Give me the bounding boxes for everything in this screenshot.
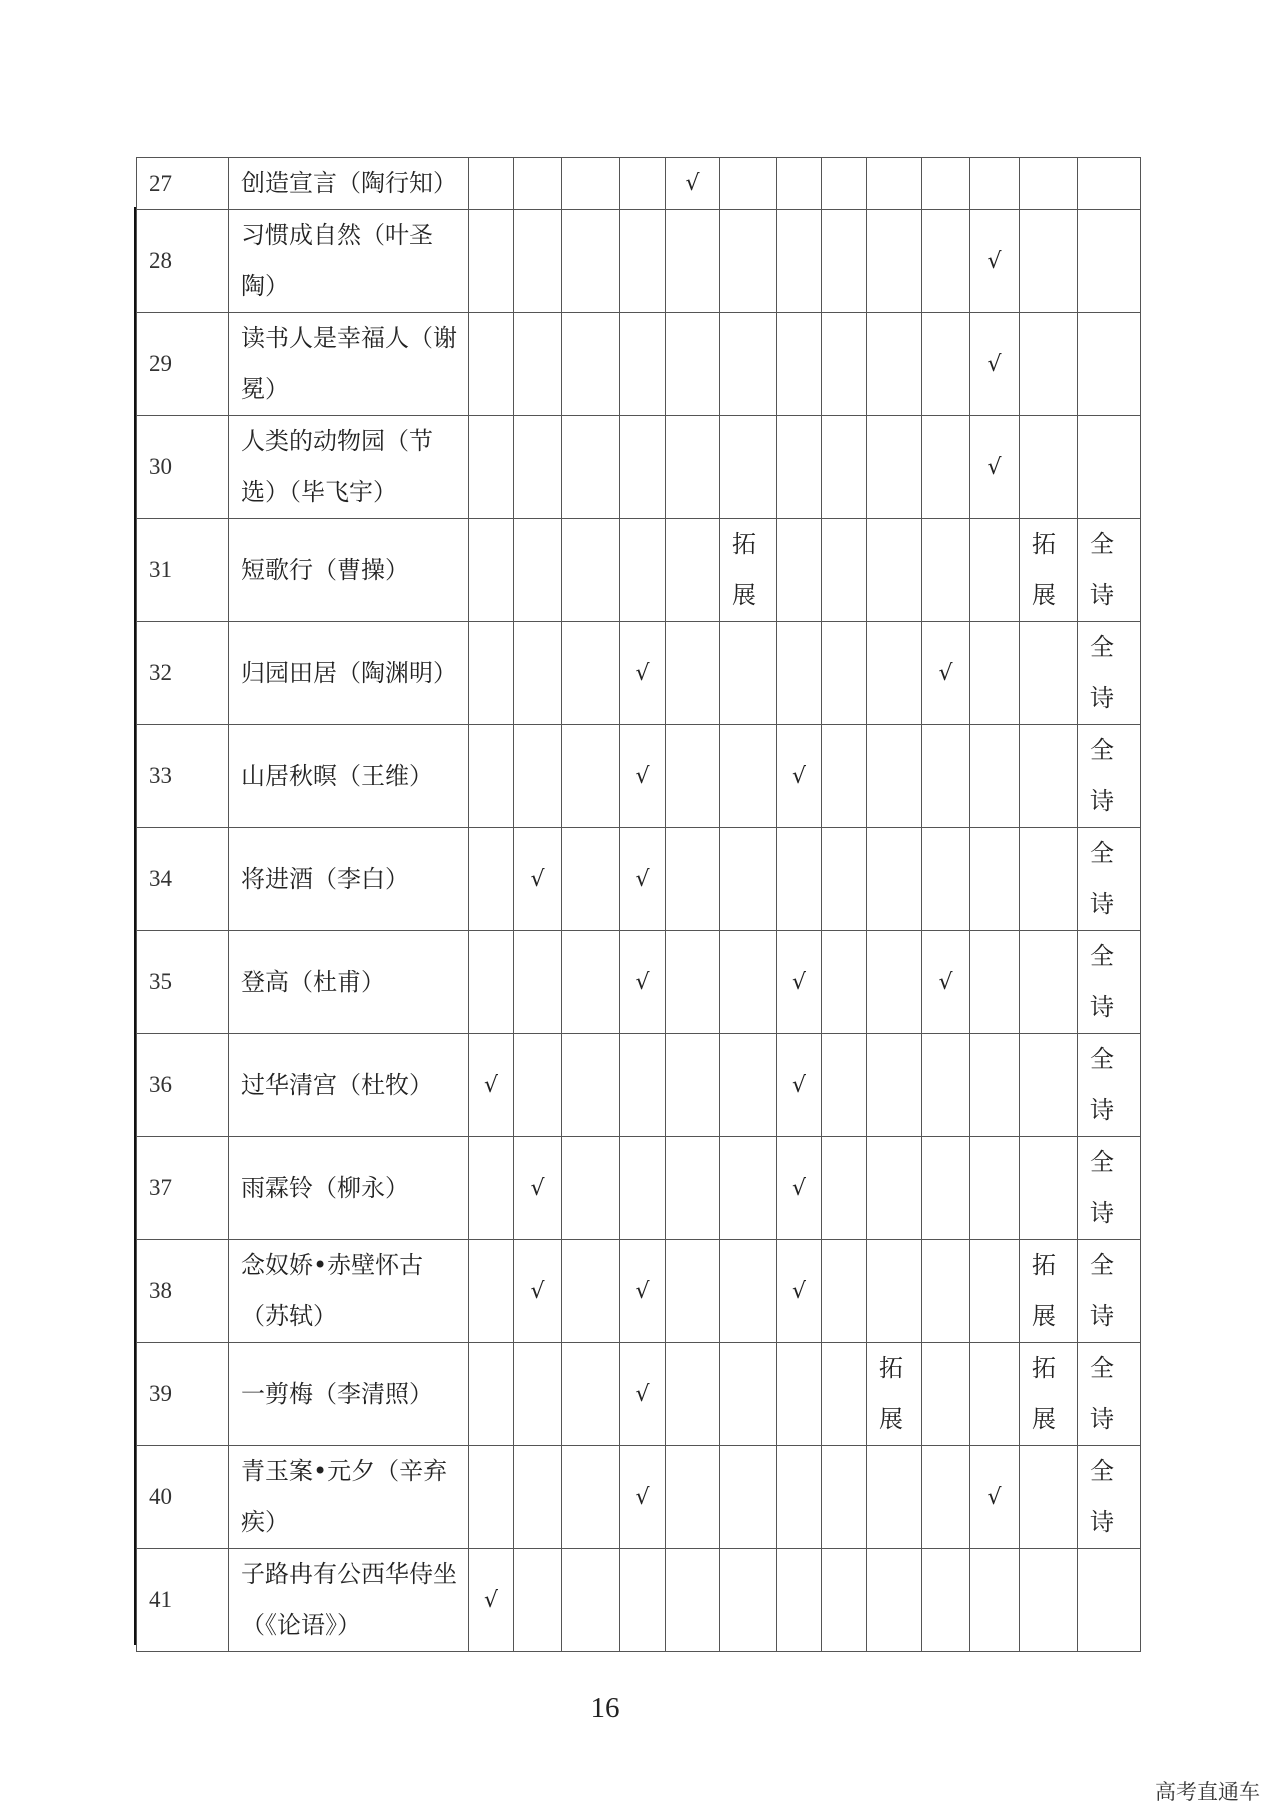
empty-cell	[922, 1549, 970, 1652]
empty-cell	[720, 1549, 777, 1652]
empty-cell	[822, 828, 867, 931]
empty-cell	[562, 1343, 620, 1446]
table-row	[137, 725, 1141, 828]
empty-cell	[469, 210, 514, 313]
empty-cell	[562, 519, 620, 622]
empty-cell	[562, 313, 620, 416]
empty-cell	[867, 519, 922, 622]
empty-cell	[822, 1549, 867, 1652]
empty-cell	[720, 725, 777, 828]
empty-cell	[562, 622, 620, 725]
empty-cell	[970, 158, 1020, 210]
check-mark: √	[777, 725, 822, 828]
empty-cell	[922, 313, 970, 416]
empty-cell	[562, 416, 620, 519]
check-mark: √	[922, 931, 970, 1034]
work-title: 习惯成自然（叶圣陶）	[229, 210, 469, 313]
row-number: 34	[137, 828, 229, 931]
row-number: 36	[137, 1034, 229, 1137]
empty-cell	[666, 1240, 720, 1343]
empty-cell	[822, 725, 867, 828]
empty-cell	[922, 1034, 970, 1137]
empty-cell	[1078, 210, 1141, 313]
empty-cell	[867, 210, 922, 313]
row-number: 41	[137, 1549, 229, 1652]
empty-cell	[970, 622, 1020, 725]
table-row	[137, 931, 1141, 1034]
empty-cell	[514, 931, 562, 1034]
check-mark: √	[620, 1446, 666, 1549]
empty-cell	[867, 1446, 922, 1549]
table-row	[137, 158, 1141, 210]
empty-cell	[1078, 1549, 1141, 1652]
empty-cell	[720, 931, 777, 1034]
empty-cell	[666, 1034, 720, 1137]
work-title: 将进酒（李白）	[229, 828, 469, 931]
row-number: 37	[137, 1137, 229, 1240]
empty-cell	[1078, 416, 1141, 519]
full-poem-note: 全 诗	[1078, 1343, 1141, 1446]
curriculum-table	[136, 157, 1141, 1652]
empty-cell	[822, 1343, 867, 1446]
row-number: 31	[137, 519, 229, 622]
empty-cell	[666, 931, 720, 1034]
empty-cell	[922, 1446, 970, 1549]
empty-cell	[922, 1343, 970, 1446]
empty-cell	[562, 931, 620, 1034]
empty-cell	[867, 1137, 922, 1240]
empty-cell	[562, 828, 620, 931]
empty-cell	[867, 1034, 922, 1137]
empty-cell	[469, 622, 514, 725]
empty-cell	[720, 828, 777, 931]
empty-cell	[514, 622, 562, 725]
empty-cell	[562, 725, 620, 828]
check-mark: √	[620, 828, 666, 931]
empty-cell	[666, 1343, 720, 1446]
work-title: 归园田居（陶渊明）	[229, 622, 469, 725]
check-mark: √	[777, 1240, 822, 1343]
check-mark: √	[970, 210, 1020, 313]
empty-cell	[922, 1137, 970, 1240]
table-row	[137, 1549, 1141, 1652]
empty-cell	[720, 1446, 777, 1549]
empty-cell	[469, 725, 514, 828]
empty-cell	[777, 416, 822, 519]
work-title: 创造宣言（陶行知）	[229, 158, 469, 210]
empty-cell	[1020, 828, 1078, 931]
table-row	[137, 1034, 1141, 1137]
empty-cell	[777, 158, 822, 210]
empty-cell	[867, 828, 922, 931]
extension-note: 拓 展	[720, 519, 777, 622]
empty-cell	[1020, 622, 1078, 725]
empty-cell	[970, 828, 1020, 931]
empty-cell	[777, 622, 822, 725]
row-number: 38	[137, 1240, 229, 1343]
full-poem-note: 全 诗	[1078, 931, 1141, 1034]
check-mark: √	[777, 1034, 822, 1137]
empty-cell	[822, 1034, 867, 1137]
empty-cell	[514, 158, 562, 210]
empty-cell	[514, 313, 562, 416]
check-mark: √	[469, 1034, 514, 1137]
empty-cell	[922, 519, 970, 622]
check-mark: √	[469, 1549, 514, 1652]
check-mark: √	[970, 1446, 1020, 1549]
work-title: 一剪梅（李清照）	[229, 1343, 469, 1446]
empty-cell	[1020, 1034, 1078, 1137]
empty-cell	[867, 1240, 922, 1343]
empty-cell	[469, 158, 514, 210]
extension-note: 拓 展	[867, 1343, 922, 1446]
work-title: 子路冉有公西华侍坐（《论语》）	[229, 1549, 469, 1652]
extension-note: 拓 展	[1020, 1343, 1078, 1446]
table-row	[137, 828, 1141, 931]
empty-cell	[469, 416, 514, 519]
empty-cell	[720, 1343, 777, 1446]
empty-cell	[777, 1549, 822, 1652]
empty-cell	[620, 416, 666, 519]
empty-cell	[720, 1137, 777, 1240]
empty-cell	[514, 210, 562, 313]
full-poem-note: 全 诗	[1078, 1137, 1141, 1240]
row-number: 40	[137, 1446, 229, 1549]
empty-cell	[562, 1240, 620, 1343]
empty-cell	[1020, 725, 1078, 828]
empty-cell	[514, 519, 562, 622]
work-title: 人类的动物园（节选）（毕飞宇）	[229, 416, 469, 519]
empty-cell	[970, 1137, 1020, 1240]
empty-cell	[562, 158, 620, 210]
empty-cell	[822, 210, 867, 313]
empty-cell	[777, 1343, 822, 1446]
watermark-text: 高考直通车	[1155, 1780, 1260, 1804]
row-number: 30	[137, 416, 229, 519]
empty-cell	[666, 1137, 720, 1240]
empty-cell	[777, 313, 822, 416]
work-title: 短歌行（曹操）	[229, 519, 469, 622]
empty-cell	[720, 416, 777, 519]
empty-cell	[469, 1343, 514, 1446]
empty-cell	[720, 313, 777, 416]
empty-cell	[970, 1343, 1020, 1446]
table-row	[137, 622, 1141, 725]
empty-cell	[1020, 1446, 1078, 1549]
check-mark: √	[922, 622, 970, 725]
empty-cell	[514, 1034, 562, 1137]
empty-cell	[666, 725, 720, 828]
empty-cell	[562, 1034, 620, 1137]
row-number: 29	[137, 313, 229, 416]
empty-cell	[822, 313, 867, 416]
empty-cell	[922, 828, 970, 931]
full-poem-note: 全 诗	[1078, 1034, 1141, 1137]
work-title: 雨霖铃（柳永）	[229, 1137, 469, 1240]
empty-cell	[922, 1240, 970, 1343]
empty-cell	[514, 1446, 562, 1549]
check-mark: √	[620, 1343, 666, 1446]
empty-cell	[867, 313, 922, 416]
empty-cell	[922, 158, 970, 210]
empty-cell	[469, 313, 514, 416]
empty-cell	[822, 158, 867, 210]
extension-note: 拓 展	[1020, 1240, 1078, 1343]
work-title: 山居秋暝（王维）	[229, 725, 469, 828]
empty-cell	[562, 1137, 620, 1240]
empty-cell	[822, 931, 867, 1034]
table-row	[137, 416, 1141, 519]
full-poem-note: 全 诗	[1078, 1240, 1141, 1343]
empty-cell	[720, 1240, 777, 1343]
empty-cell	[620, 1549, 666, 1652]
empty-cell	[867, 622, 922, 725]
empty-cell	[514, 416, 562, 519]
empty-cell	[822, 1446, 867, 1549]
empty-cell	[562, 1446, 620, 1549]
check-mark: √	[620, 931, 666, 1034]
page-number: 16	[590, 1692, 620, 1724]
check-mark: √	[620, 725, 666, 828]
empty-cell	[620, 1137, 666, 1240]
check-mark: √	[777, 931, 822, 1034]
check-mark: √	[970, 313, 1020, 416]
empty-cell	[777, 828, 822, 931]
empty-cell	[970, 1034, 1020, 1137]
row-number: 28	[137, 210, 229, 313]
work-title: 登高（杜甫）	[229, 931, 469, 1034]
empty-cell	[777, 1446, 822, 1549]
full-poem-note: 全 诗	[1078, 725, 1141, 828]
empty-cell	[666, 828, 720, 931]
empty-cell	[867, 931, 922, 1034]
empty-cell	[620, 158, 666, 210]
table-row	[137, 1343, 1141, 1446]
empty-cell	[469, 1446, 514, 1549]
empty-cell	[1078, 158, 1141, 210]
empty-cell	[970, 1240, 1020, 1343]
empty-cell	[620, 210, 666, 313]
check-mark: √	[620, 1240, 666, 1343]
empty-cell	[666, 1446, 720, 1549]
empty-cell	[867, 725, 922, 828]
row-number: 32	[137, 622, 229, 725]
check-mark: √	[970, 416, 1020, 519]
empty-cell	[1020, 313, 1078, 416]
check-mark: √	[620, 622, 666, 725]
check-mark: √	[514, 828, 562, 931]
empty-cell	[666, 210, 720, 313]
empty-cell	[666, 1549, 720, 1652]
empty-cell	[970, 931, 1020, 1034]
table-row	[137, 1137, 1141, 1240]
empty-cell	[777, 210, 822, 313]
empty-cell	[666, 519, 720, 622]
empty-cell	[720, 210, 777, 313]
empty-cell	[867, 416, 922, 519]
full-poem-note: 全 诗	[1078, 622, 1141, 725]
work-title: 读书人是幸福人（谢冕）	[229, 313, 469, 416]
empty-cell	[469, 828, 514, 931]
empty-cell	[666, 313, 720, 416]
full-poem-note: 全 诗	[1078, 519, 1141, 622]
empty-cell	[514, 1549, 562, 1652]
empty-cell	[970, 519, 1020, 622]
empty-cell	[777, 519, 822, 622]
full-poem-note: 全 诗	[1078, 1446, 1141, 1549]
empty-cell	[514, 725, 562, 828]
empty-cell	[1020, 158, 1078, 210]
empty-cell	[666, 416, 720, 519]
empty-cell	[822, 1240, 867, 1343]
extension-note: 拓 展	[1020, 519, 1078, 622]
empty-cell	[469, 1240, 514, 1343]
table-row	[137, 210, 1141, 313]
empty-cell	[822, 416, 867, 519]
empty-cell	[620, 313, 666, 416]
empty-cell	[720, 622, 777, 725]
empty-cell	[620, 519, 666, 622]
empty-cell	[970, 725, 1020, 828]
empty-cell	[514, 1343, 562, 1446]
empty-cell	[922, 416, 970, 519]
empty-cell	[1078, 313, 1141, 416]
row-number: 33	[137, 725, 229, 828]
empty-cell	[720, 158, 777, 210]
empty-cell	[562, 1549, 620, 1652]
check-mark: √	[514, 1240, 562, 1343]
empty-cell	[922, 725, 970, 828]
empty-cell	[1020, 416, 1078, 519]
check-mark: √	[666, 158, 720, 210]
table-row	[137, 313, 1141, 416]
empty-cell	[822, 1137, 867, 1240]
table-row	[137, 519, 1141, 622]
full-poem-note: 全 诗	[1078, 828, 1141, 931]
empty-cell	[1020, 1549, 1078, 1652]
empty-cell	[970, 1549, 1020, 1652]
empty-cell	[822, 519, 867, 622]
empty-cell	[666, 622, 720, 725]
empty-cell	[822, 622, 867, 725]
empty-cell	[620, 1034, 666, 1137]
empty-cell	[922, 210, 970, 313]
table-row	[137, 1446, 1141, 1549]
check-mark: √	[777, 1137, 822, 1240]
empty-cell	[1020, 931, 1078, 1034]
empty-cell	[720, 1034, 777, 1137]
check-mark: √	[514, 1137, 562, 1240]
empty-cell	[469, 519, 514, 622]
empty-cell	[469, 1137, 514, 1240]
row-number: 27	[137, 158, 229, 210]
empty-cell	[1020, 210, 1078, 313]
table-row	[137, 1240, 1141, 1343]
work-title: 过华清宫（杜牧）	[229, 1034, 469, 1137]
work-title: 青玉案•元夕（辛弃疾）	[229, 1446, 469, 1549]
empty-cell	[469, 931, 514, 1034]
empty-cell	[1020, 1137, 1078, 1240]
row-number: 39	[137, 1343, 229, 1446]
empty-cell	[867, 1549, 922, 1652]
work-title: 念奴娇•赤壁怀古（苏轼）	[229, 1240, 469, 1343]
row-number: 35	[137, 931, 229, 1034]
empty-cell	[867, 158, 922, 210]
empty-cell	[562, 210, 620, 313]
